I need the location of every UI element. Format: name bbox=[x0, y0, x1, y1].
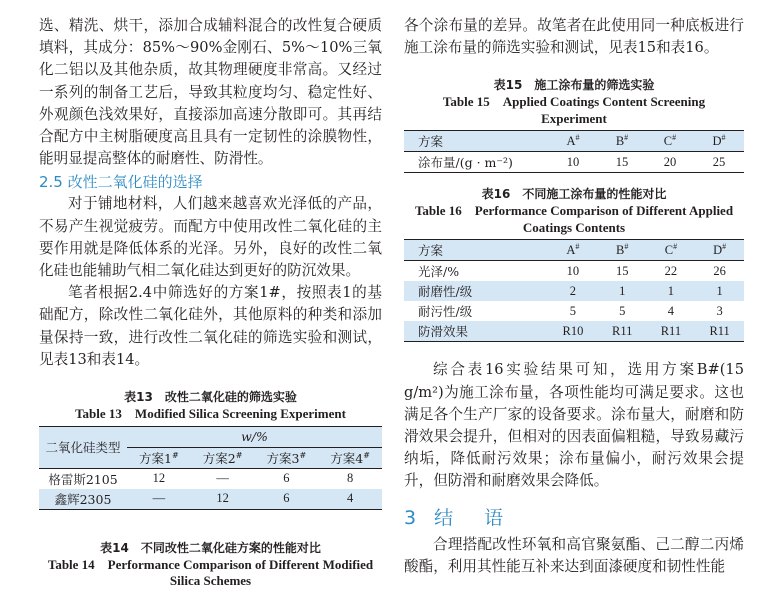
paragraph-filler: 选、精洗、烘干，添加合成辅料混合的改性复合硬质填料，其成分：85%～90%金刚石、5%～10%三氧化二铝以及其他杂质，故其物理硬度非常高。又经过一系列的制备工艺后，导致其粒度均匀、稳定性好、外观颜色浅效果好，直接添加高速分散即可。其再结合配方中主树脂硬度高且具有一定韧性的涂膜物性，能明显提高整体的耐磨性、防滑性。 bbox=[39, 17, 382, 168]
table-15-title-en-1: Table 15 Applied Coatings Content Screening bbox=[442, 94, 706, 110]
table-13-title-cn: 表13 改性二氧化硅的筛选实验 bbox=[124, 390, 297, 405]
section-title: 改性二氧化硅的选择 bbox=[67, 173, 203, 192]
table-13-title-en: Table 13 Modified Silica Screening Experiment bbox=[75, 406, 346, 422]
table-13 bbox=[39, 426, 382, 510]
paragraph-coating-intro: 各个涂布量的差异。故笔者在此使用同一种底板进行施工涂布量的筛选实验和测试，见表15和表16。 bbox=[404, 17, 744, 57]
table-13-rowhead: 二氧化硅类型 bbox=[39, 426, 127, 468]
table-13-col-2: 方案2# bbox=[191, 447, 255, 468]
table-13-caption bbox=[39, 389, 382, 423]
left-column bbox=[39, 0, 382, 590]
table-14-title-en-2: Silica Schemes bbox=[169, 573, 252, 589]
right-column bbox=[404, 0, 744, 578]
table-15-title-cn: 表15 施工涂布量的筛选实验 bbox=[493, 78, 655, 93]
table-14-title-en-1: Table 14 Performance Comparison of Different Modified bbox=[47, 556, 374, 572]
table-16-title-cn: 表16 不同施工涂布量的性能对比 bbox=[481, 187, 667, 202]
section-title: 结 语 bbox=[434, 506, 510, 529]
paragraph-silica-purpose: 对于铺地材料，人们越来越喜欢光泽低的产品，不易产生视觉疲劳。而配方中使用改性二氧化硅的主要作用就是降低体系的光泽。另外，良好的改性二氧化硅也能辅助气相二氧化硅达到更好的防沉效果。 bbox=[39, 195, 382, 280]
table-15-title-en-2: Experiment bbox=[541, 110, 607, 126]
table-16-row: 耐污性/级 5 5 4 3 bbox=[418, 303, 723, 320]
table-16-header: 方案 A# B# C# D# bbox=[404, 240, 744, 261]
table-16-row: 防滑效果 R10 R11 R11 R11 bbox=[404, 321, 744, 342]
table-15-row: 涂布量/(g · m⁻²) 10 15 20 25 bbox=[404, 152, 744, 173]
paragraph-conclusion: 合理搭配改性环氧和高官聚氨酯、己二醇二丙烯酸酯，利用其性能互补来达到面漆硬度和韧性性能 bbox=[404, 535, 744, 575]
paragraph-coating-summary: 综合表16实验结果可知，选用方案B#(15 g/m²)为施工涂布量，各项性能均可满足要求。这也满足各个生产厂家的设备要求。涂布量大，耐磨和防滑效果会提升，但相对的因表面偏粗糙，导致易藏污纳垢，降低耐污效果；涂布量偏小，耐污效果会提升，但防滑和耐磨效果会降低。 bbox=[404, 361, 744, 490]
section-3-heading bbox=[404, 503, 744, 530]
table-13-col-4: 方案4# bbox=[318, 447, 382, 468]
table-14-title-cn: 表14 不同改性二氧化硅方案的性能对比 bbox=[100, 540, 321, 555]
table-16 bbox=[404, 239, 744, 342]
table-13-col-3: 方案3# bbox=[255, 447, 319, 468]
table-15-header: 方案 A# B# C# D# bbox=[404, 131, 744, 152]
table-13-row: 鑫辉2305 — 12 6 4 bbox=[39, 489, 382, 510]
table-16-title-en-2: Coatings Contents bbox=[522, 219, 626, 235]
table-16-caption bbox=[404, 186, 744, 236]
table-14-caption bbox=[39, 540, 382, 590]
table-13-row: 格雷斯2105 12 — 6 8 bbox=[48, 471, 354, 487]
table-16-title-en-1: Table 16 Performance Comparison of Different Applied bbox=[414, 203, 734, 219]
table-13-unit: w/% bbox=[127, 426, 382, 447]
table-16-row: 耐磨性/级 2 1 1 1 bbox=[404, 281, 744, 301]
table-15-caption bbox=[404, 77, 744, 127]
table-15 bbox=[404, 130, 744, 173]
table-16-row: 光泽/% 10 15 22 26 bbox=[418, 263, 726, 280]
paragraph-silica-screening: 笔者根据2.4中筛选好的方案1#，按照表1的基础配方，除改性二氧化硅外，其他原料的种类和添加量保持一致，进行改性二氧化硅的筛选实验和测试，见表13和表14。 bbox=[39, 284, 382, 368]
section-number: 3 bbox=[404, 506, 423, 529]
section-2-5-heading bbox=[39, 171, 382, 193]
table-13-col-1: 方案1# bbox=[127, 447, 191, 468]
section-number: 2.5 bbox=[39, 173, 63, 192]
